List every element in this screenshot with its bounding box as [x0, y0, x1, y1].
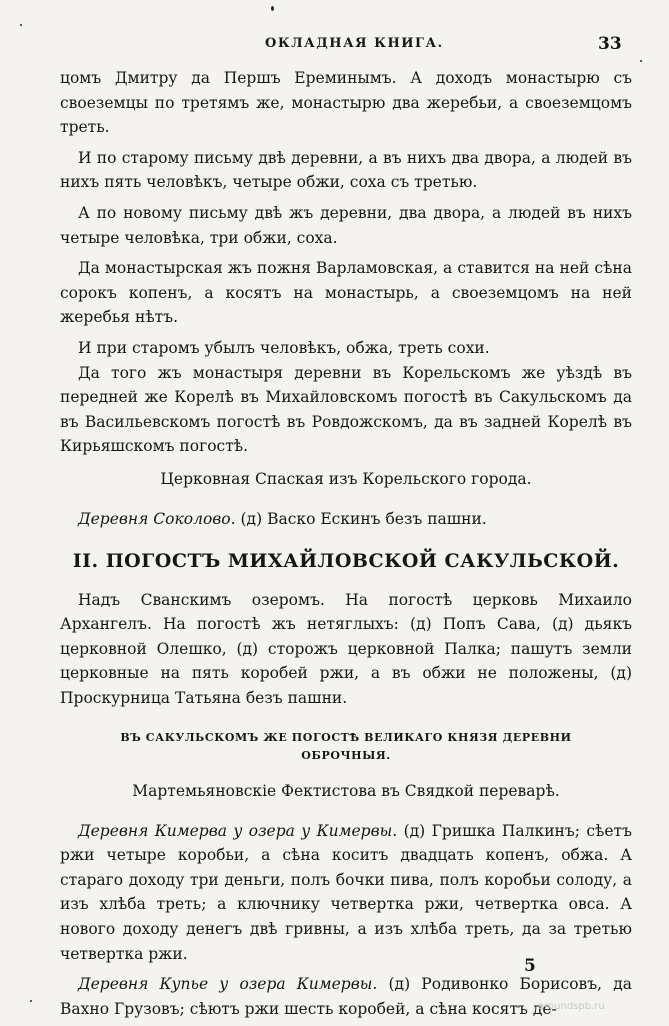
village-entry [60, 507, 632, 532]
print-speck [30, 1000, 32, 1002]
paragraph-6: Да того жъ монастыря деревни въ Корельскомъ же уѣздѣ въ передней же Корелѣ въ Михайловскомъ погостѣ въ Сакульскомъ да въ Васильевскомъ погостѣ въ Ровдожскомъ, да въ задней Корелѣ въ Кирьяшскомъ погостѣ. [60, 363, 632, 456]
paragraph-1: цомъ Дмитру да Першъ Ереминымъ. А доходъ монастырю съ своеземцы по третямъ же, монастырю два жеребьи, а своеземцомъ треть. [60, 69, 632, 137]
print-speck [271, 6, 274, 11]
village-1-text: (д) Гришка Палкинъ; сѣетъ ржи четыре коробьи, а сѣна коситъ двадцать копенъ, обжа. А стараго доходу три деньги, полъ бочки пива, полъ коробьи солоду, а изъ хлѣба треть; а ключнику четвертка ржи, четвертка овса. А нового доходу денегъ двѣ гривны, а изъ хлѣба треть, да за третью четвертка ржи. [60, 821, 632, 963]
paragraph-5: И при старомъ убылъ человѣкъ, обжа, треть сохи. [78, 338, 490, 357]
subheading [60, 729, 632, 765]
running-head [0, 34, 669, 58]
body-text [60, 66, 632, 1021]
place-line: Мартемьяновскiе Фектистова въ Свядкой переварѣ. [132, 781, 560, 800]
watermark: aroundspb.ru [538, 1001, 605, 1012]
paragraph-7: Надъ Сванскимъ озеромъ. На погостѣ церковь Михаило Архангелъ. На погостѣ жъ нетяглыхъ: (д) Попъ Сава, (д) дьякъ церковной Олешко, (д) сторожъ церковной Палка; пашутъ земли церковные на пять коробей ржи, а въ обжи не положены, (д) Проскурница Татьяна безъ пашни. [60, 590, 632, 707]
subheading-line-1: ВЪ САКУЛЬСКОМЪ ЖЕ ПОГОСТѢ ВЕЛИКАГО КНЯЗЯ ДЕРЕВНИ [120, 730, 572, 744]
print-speck [20, 24, 22, 26]
village-label: Деревня Соколово. [78, 510, 236, 528]
subheading-line-2: ОБРОЧНЫЯ. [301, 748, 391, 762]
village-1-label: Деревня Кимерва у озера у Кимервы. [78, 821, 398, 840]
running-title: ОКЛАДНАЯ КНИГА. [265, 36, 444, 51]
paragraph-2: И по старому письму двѣ деревни, а въ нихъ два двора, а людей въ нихъ пять человѣкъ, четыре обжи, соха съ третью. [60, 148, 632, 192]
paragraph-3: А по новому письму двѣ жъ деревни, два двора, а людей въ нихъ четыре человѣка, три обжи, соха. [60, 203, 632, 247]
village-2-text: (д) Родивонко Борисовъ, да Вахно Грузовъ; сѣютъ ржи шесть коробей, а сѣна косятъ де- [60, 975, 633, 1018]
signature-mark: 5 [524, 956, 536, 976]
village-entry-1 [60, 819, 632, 967]
paragraph-4: Да монастырская жъ пожня Варламовская, а ставится на ней сѣна сорокъ копенъ, а косятъ на монастырь, а своеземцомъ на ней жеребья нѣтъ. [60, 259, 632, 327]
village-2-label: Деревня Купье у озера Кимервы. [78, 975, 378, 994]
section-heading: II. ПОГОСТЪ МИХАЙЛОВСКОЙ САКУЛЬСКОЙ. [72, 549, 620, 572]
village-text: (д) Васко Ескинъ безъ пашни. [240, 510, 487, 528]
church-line: Церковная Спаская изъ Корельского города. [160, 469, 532, 488]
print-speck [640, 60, 642, 62]
village-entry-2 [60, 972, 632, 1021]
page-number: 33 [598, 34, 622, 54]
